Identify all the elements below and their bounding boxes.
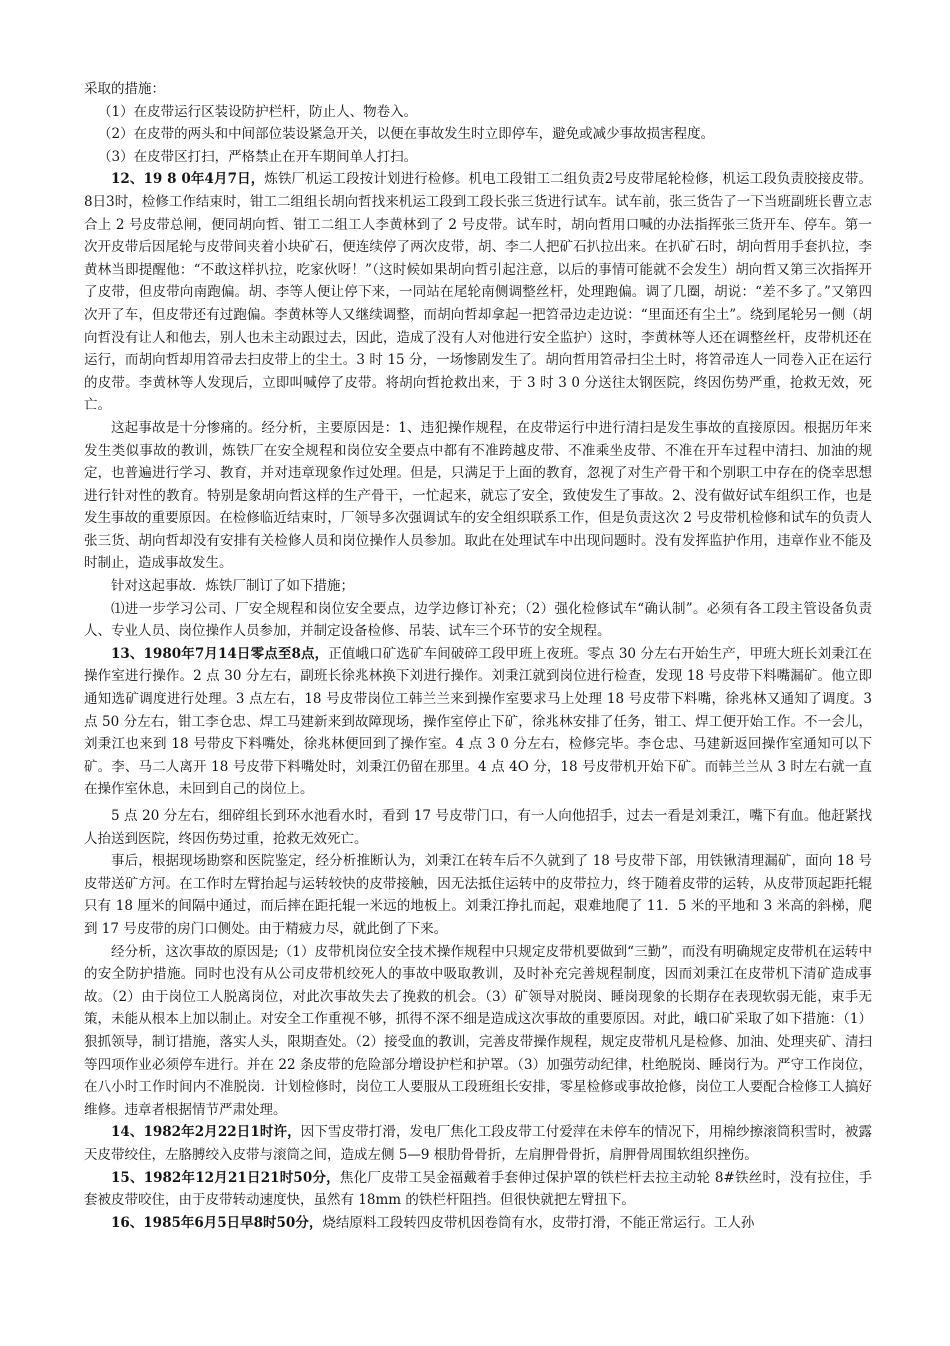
case-14-paragraph: 14、1982年2月22日1时许，因下雪皮带打滑，发电厂焦化工段皮带工付爱萍在未停车的情况下，用棉纱擦滚筒积雪时，被露天皮带绞住，左胳膊绞入皮带与滚筒之间，造成左侧 5—9 根肋骨骨折，左肩胛骨骨折，肩胛骨周围软组织挫伤。 bbox=[84, 1124, 873, 1163]
measure-item-2: （2）在皮带的两头和中间部位装设紧急开关，以便在事故发生时立即停车，避免或减少事故损害程度。 bbox=[98, 126, 715, 143]
case-12-analysis: 这起事故是十分惨痛的。经分析，主要原因是：1、违犯操作规程，在皮带运行中进行清扫是发生事故的直接原因。根据历年来发生类似事故的教训，炼铁厂在安全规程和岗位安全要点中都有不准跨越皮带、不准乘坐皮带、不准在开车过程中清扫、加油的规定，也普遍进行学习、教育，并对违章现象作过处理。但是，只满足于上面的教育，忽视了对生产骨干和个别职工中存在的侥幸思想进行针对性的教育。特别是象胡向哲这样的生产骨干，一忙起来，就忘了安全，致使发生了事故。2、没有做好试车组织工作，也是发生事故的重要原因。在检修临近结束时，厂领导多次强调试车的安全组织联系工作，但是负责这次 2 号皮带机检修和试车的负责人张三货、胡向哲却没有安排有关检修人员和岗位操作人员参加。取此在处理试车中出现问题时。没有发挥监护作用，违章作业不能及时制止，造成事故发生。 bbox=[84, 419, 872, 572]
case-13-paragraph: 13、1980年7月14日零点至8点，正值峨口矿选矿车间破碎工段甲班上夜班。零点 30 分左右开始生产，甲班大班长刘秉江在操作室进行操作。2 点 30 分左右，副班长徐兆林换下刘进行操作。刘秉江就到岗位进行检查，发现 18 号皮带下料嘴漏矿。他立即通知选矿调度进行处理。3 点左右，18 号皮带岗位工韩兰兰来到操作室要求马上处理 18 号皮带下料嘴，徐兆林又通知了调度。3 点 50 分左右，钳工李仓忠、焊工马建新来到故障现场，操作室停止下矿，徐兆林安排了任务，钳工、焊工便开始工作。不一会儿，刘秉江也来到 18 号带皮下料嘴处，徐兆林便回到了操作室。4 点 3 0 分左右，检修完毕。李仓忠、马建新返回操作室通知可以下矿。李、马二人离开 18 号皮带下料嘴处时，刘秉江仍留在那里。4 点 4O 分，18 号皮带机开始下矿。而韩兰兰从 3 时左右就一直在操作室休息，未回到自己的岗位上。 bbox=[84, 645, 872, 798]
case-16-lead: 16、1985年6月5日早8时50分， bbox=[111, 1214, 323, 1231]
case-14-lead: 14、1982年2月22日1时许， bbox=[111, 1124, 301, 1141]
case-15-lead: 15、1982年12月21日21时50分， bbox=[111, 1169, 340, 1186]
case-13-lead: 13、1980年7月14日零点至8点， bbox=[111, 645, 329, 662]
case-13-analysis: 经分析，这次事故的原因是;（1）皮带机岗位安全技术操作规程中只规定皮带机要做到“三勤”，而没有明确规定皮带机在运转中的安全防护措施。同时也没有从公司皮带机绞死人的事故中吸取教训，及时补充完善规程制度，因而刘秉江在皮带机下清矿造成事故。（2）由于岗位工人脱离岗位，对此次事故失去了挽救的机会。（3）矿领导对脱岗、睡岗现象的长期存在表现软弱无能，束手无策，未能从根本上加以制止。对安全工作重视不够，抓得不深不细是造成这次事故的重要原因。对此，峨口矿采取了如下措施：（1）狠抓领导，制订措施，落实人头，限期查处。（2）接受血的教训，完善皮带操作规程，规定皮带机凡是检修、加油、处理夹矿、清扫等四项作业必须停车进行。并在 22 条皮带的危险部分增设护栏和护罩。（3）加强劳动纪律，杜绝脱岗、睡岗行为。严守工作岗位，在八小时工作时间内不准脱岗．计划检修时，岗位工人要服从工段班组长安排，零星检修或事故抢修，岗位工人要配合检修工人搞好维修。违章者根据情节严肃处理。 bbox=[84, 943, 872, 1118]
measures-heading: 采取的措施： bbox=[84, 81, 165, 97]
case-13-discovery: 5 点 20 分左右，细碎组长到环水池看水时，看到 17 号皮带门口，有一人向他招手，过去一看是刘秉江，嘴下有血。他赶紧找人抬送到医院，终因伤势过重，抢救无效死亡。 bbox=[84, 808, 872, 847]
measure-item-3: （3）在皮带区打扫，严格禁止在开车期间单人打扫。 bbox=[98, 148, 418, 165]
case-15-paragraph: 15、1982年12月21日21时50分，焦化厂皮带工吴金福戴着手套伸过保护罩的铁栏杆去拉主动轮 8#铁丝时，没有拉住，手套被皮带咬住，由于皮带转动速度快，虽然有 18mm 的铁栏杆阻挡。但很快就把左臂扭下。 bbox=[84, 1169, 872, 1209]
case-12-measures-intro: 针对这起事故．炼铁厂制订了如下措施； bbox=[111, 578, 354, 595]
case-12-lead: 12、19 8 0年4月7日， bbox=[111, 171, 265, 188]
case-12-paragraph: 12、19 8 0年4月7日，炼铁厂机运工段按计划进行检修。机电工段钳工二组负责2号皮带尾轮检修，机运工段负责胶接皮带。8日3时，检修工作结束时，钳工二组组长胡向哲找来机运工段到工段长张三货进行试车。试车前，张三货告了一下当班副班长曹立志合上 2 号皮带总闸，便同胡向哲、钳工二组工人李黄林到了 2 号皮带。试车时，胡向哲用口喊的办法指挥张三货开车、停车。第一次开皮带后因尾轮与皮带间夹着小块矿石，便连续停了两次皮带，胡、李二人把矿石扒拉出来。在扒矿石时，胡向哲用手套扒拉，李黄林当即提醒他：“不敢这样扒拉，吃家伙呀！”（这时候如果胡向哲引起注意，以后的事情可能就不会发生）胡向哲又第三次指挥开了皮带，但皮带向南跑偏。胡、李等人便让停下来，一同站在尾轮南侧调整丝杆，处理跑偏。调了几圈，胡说：“差不多了。”又第四次开了车，但皮带还有过跑偏。李黄林等人又继续调整，而胡向哲却拿起一把笤帚边走边说：“里面还有尘土”。绕到尾轮另一侧（胡向哲没有让人和他去，别人也未主动跟过去，因此，造成了没有人对他进行安全监护）这时，李黄林等人还在调整丝杆，皮带机还在运行，而胡向哲却用笤帚去扫皮带上的尘土。3 时 15 分，一场惨剧发生了。胡向哲用笤帚扫尘土时，将笤帚连人一同卷入正在运行的皮带。李黄林等人发现后，立即叫喊停了皮带。将胡向哲抢救出来，于 3 时 3 0 分送往太钢医院，终因伤势严重，抢救无效，死亡。 bbox=[84, 171, 873, 414]
measure-item-1: （1）在皮带运行区装设防护栏杆，防止人、物卷入。 bbox=[98, 103, 418, 120]
case-12-measures: ⑴进一步学习公司、厂安全规程和岗位安全要点，边学边修订补充；（2）强化检修试车“确认制”。必须有各工段主管设备负责人、专业人员、岗位操作人员参加，并制定设备检修、吊装、试车三个环节的安全规程。 bbox=[84, 600, 872, 640]
case-13-investigation: 事后，根据现场勘察和医院鉴定，经分析推断认为，刘秉江在转车后不久就到了 18 号皮带下部，用铁锹清理漏矿，面向 18 号皮带送矿方河。在工作时左臂抬起与运转较快的皮带接触，因无法抵住运转中的皮带拉力，终于随着皮带的运转，从皮带顶起距托辊只有 18 厘米的间隔中通过，而后摔在距托辊一米远的地板上。刘秉江挣扎而起，艰难地爬了 11．5 米的平地和 3 米高的斜梯，爬到 17 号皮带的房门口侧处。由于精疲力尽，就此倒了下来。 bbox=[84, 853, 872, 937]
case-16-paragraph: 16、1985年6月5日早8时50分，烧结原料工段转四皮带机因卷筒有水，皮带打滑，不能正常运行。工人孙 bbox=[111, 1214, 755, 1231]
